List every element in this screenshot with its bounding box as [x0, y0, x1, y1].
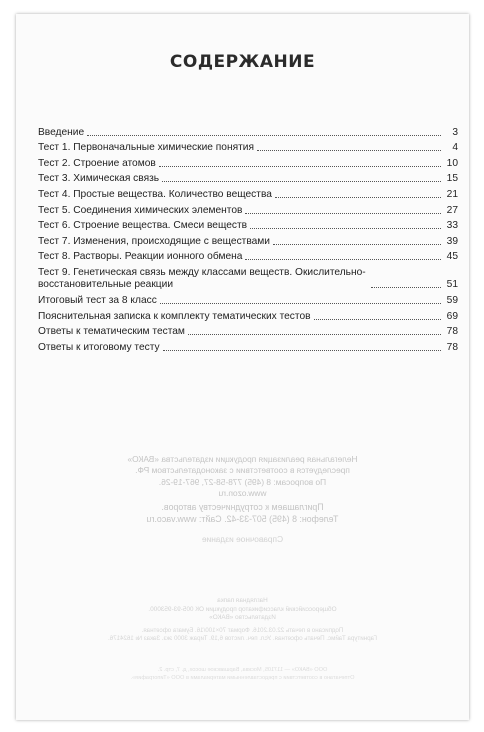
toc-entry-page: 27 — [446, 204, 458, 216]
toc-entry — [38, 248, 458, 264]
table-of-contents — [38, 123, 458, 354]
toc-entry — [38, 123, 458, 139]
toc-entry-title: Тест 2. Строение атомов — [38, 157, 156, 169]
toc-entry-title: Пояснительная записка к комплекту тематических тестов — [38, 310, 311, 322]
book-page — [16, 14, 469, 720]
toc-entry — [38, 170, 458, 186]
imprint-block-4 — [16, 597, 469, 623]
toc-entry-page: 4 — [452, 142, 458, 154]
toc-leader-dots — [162, 181, 441, 182]
toc-leader-dots — [250, 228, 441, 229]
toc-entry-title: Введение — [38, 126, 85, 138]
toc-entry-page: 78 — [446, 326, 458, 338]
imprint-line: Гарнитура Таймс. Печать офсетная. Усл. печ. листов 6,19. Тираж 3000 экз. Заказ № 1624176. — [107, 635, 378, 643]
toc-entry-title: Тест 9. Генетическая связь между классами веществ. Окислительно-восстановительные реакции — [38, 267, 366, 291]
imprint-line: По вопросам: 8 (495) 778-58-27, 967-19-26. — [158, 476, 327, 487]
toc-entry-title: Тест 4. Простые вещества. Количество вещества — [38, 188, 272, 200]
imprint-line: Телефон: 8 (495) 507-33-42. Сайт: www.vaco.ru — [146, 513, 339, 524]
imprint-line: Общероссийский классификатор продукции ОК 005-93-953000. — [148, 605, 337, 613]
toc-leader-dots — [160, 303, 441, 304]
toc-leader-dots — [245, 259, 441, 260]
imprint-line: Нелегальная реализация продукции издательства «ВАКО» — [127, 454, 358, 464]
imprint-line: www.ozon.ru — [218, 488, 267, 499]
toc-entry-page: 39 — [446, 235, 458, 247]
imprint-line: ООО «ВАКО» — 117105, Москва, Варшавское шоссе, д. 7, стр. 2. — [157, 667, 328, 673]
imprint-block-1 — [16, 454, 469, 499]
toc-entry-page: 15 — [446, 173, 458, 185]
toc-entry-page: 3 — [452, 126, 458, 138]
toc-leader-dots — [163, 350, 441, 351]
toc-entry-page: 21 — [446, 188, 458, 200]
toc-entry-title: Тест 5. Соединения химических элементов — [38, 204, 243, 216]
toc-leader-dots — [188, 334, 441, 335]
toc-leader-dots — [159, 166, 441, 167]
toc-entry-title: Итоговый тест за 8 класс — [38, 294, 157, 306]
toc-entry — [38, 232, 458, 248]
toc-leader-dots — [371, 287, 441, 288]
imprint-line: Отпечатано в соответствии с предоставленными материалами в ООО «Типография». — [130, 674, 355, 681]
imprint-block-2 — [16, 502, 469, 526]
toc-entry-page: 59 — [446, 294, 458, 306]
toc-entry — [38, 263, 458, 291]
toc-entry — [38, 338, 458, 354]
toc-leader-dots — [314, 319, 441, 320]
toc-entry-page: 33 — [446, 220, 458, 232]
toc-leader-dots — [257, 150, 441, 151]
toc-entry — [38, 185, 458, 201]
imprint-line: Подписано в печать 22.03.2016. Формат 70×100/16. Бумага офсетная. — [141, 627, 344, 634]
toc-entry-title: Ответы к тематическим тестам — [38, 326, 185, 338]
toc-leader-dots — [245, 213, 441, 214]
imprint-block-3 — [16, 534, 469, 545]
toc-entry-page: 69 — [446, 310, 458, 322]
imprint-line: Издательство «ВАКО» — [209, 614, 276, 622]
toc-entry-title: Тест 1. Первоначальные химические понятия — [38, 142, 254, 154]
toc-entry-page: 10 — [446, 157, 458, 169]
imprint-line: Наглядная папка — [217, 597, 268, 604]
page-title: СОДЕРЖАНИЕ — [169, 52, 316, 72]
imprint-line: преследуется в соответствии с законодательством РФ. — [135, 465, 350, 476]
imprint-line: Приглашаем к сотрудничеству авторов. — [161, 502, 324, 512]
toc-leader-dots — [273, 244, 441, 245]
toc-entry-title: Тест 3. Химическая связь — [38, 173, 160, 185]
toc-entry-title: Ответы к итоговому тесту — [38, 341, 160, 353]
toc-leader-dots — [87, 135, 441, 136]
toc-entry — [38, 323, 458, 339]
toc-entry-page: 51 — [446, 279, 458, 291]
toc-leader-dots — [275, 197, 441, 198]
toc-entry-title: Тест 8. Растворы. Реакции ионного обмена — [38, 251, 243, 263]
toc-entry-page: 78 — [446, 341, 458, 353]
toc-entry — [38, 291, 458, 307]
toc-entry — [38, 154, 458, 170]
toc-entry — [38, 201, 458, 217]
imprint-block-6 — [16, 667, 469, 682]
toc-entry — [38, 217, 458, 233]
toc-entry-title: Тест 6. Строение вещества. Смеси веществ — [38, 220, 248, 232]
imprint-line: Справочное издание — [201, 534, 284, 544]
toc-entry — [38, 139, 458, 155]
toc-entry-title: Тест 7. Изменения, происходящие с веществами — [38, 235, 271, 247]
toc-entry-page: 45 — [446, 251, 458, 263]
imprint-block-5 — [16, 627, 469, 644]
toc-entry — [38, 307, 458, 323]
